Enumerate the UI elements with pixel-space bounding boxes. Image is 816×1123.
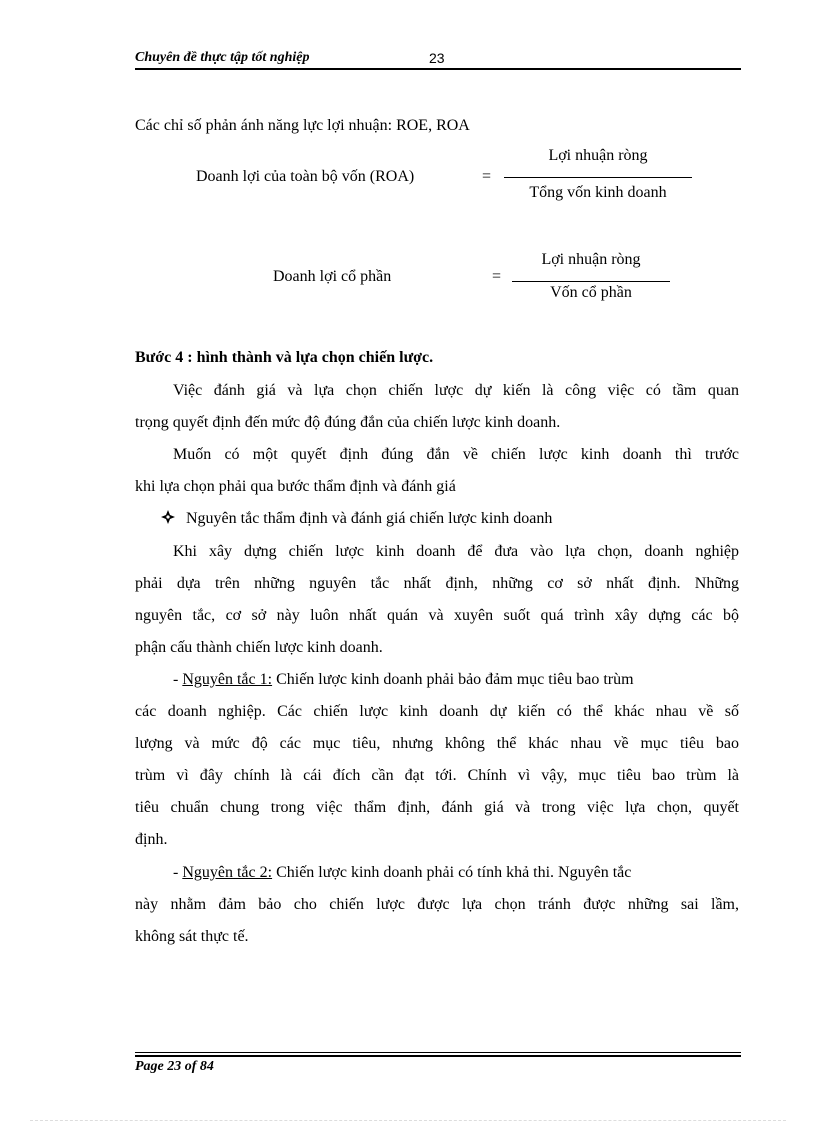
p3-line-4: phận cấu thành chiến lược kinh doanh. — [135, 639, 383, 656]
diamond-bullet-icon — [160, 509, 176, 525]
p3-line-1: Khi xây dựng chiến lược kinh doanh để đưa vào lựa chọn, doanh nghiệp — [173, 543, 739, 560]
footer-page-count: Page 23 of 84 — [135, 1059, 214, 1074]
p4-line-6: định. — [135, 831, 168, 848]
formula-roe-numerator: Lợi nhuận ròng — [541, 251, 641, 268]
p4-line-1 — [173, 670, 739, 690]
principle-1-label: Nguyên tắc 1: — [182, 671, 273, 688]
p5-line-1 — [173, 863, 739, 883]
p2-line-1: Muốn có một quyết định đúng đắn về chiến lược kinh doanh thì trước — [173, 446, 739, 463]
p5-line-3: không sát thực tế. — [135, 928, 249, 945]
p4-line-4: trùm vì đây chính là cái đích cần đạt tới. Chính vì vậy, mục tiêu bao trùm là — [135, 767, 739, 784]
p4-line-5: tiêu chuẩn chung trong việc thẩm định, đánh giá và trong việc lựa chọn, quyết — [135, 799, 739, 816]
header-title: Chuyên đề thực tập tốt nghiệp — [135, 50, 310, 65]
p2-line-2: khi lựa chọn phải qua bước thẩm định và đánh giá — [135, 478, 456, 495]
footer-rule-thick — [135, 1055, 741, 1057]
p4-line-2: các doanh nghiệp. Các chiến lược kinh doanh dự kiến có thể khác nhau về số — [135, 703, 739, 720]
formula-roe-denominator: Vốn cổ phần — [550, 284, 632, 301]
p4-line-1-rest: Chiến lược kinh doanh phải bảo đảm mục tiêu bao trùm — [272, 671, 634, 688]
bullet-text: Nguyên tắc thẩm định và đánh giá chiến lược kinh doanh — [186, 510, 553, 527]
formula-roa-label: Doanh lợi của toàn bộ vốn (ROA) — [196, 168, 415, 185]
formula-roa-fraction-bar — [504, 177, 692, 178]
formula-roe-label: Doanh lợi cổ phần — [273, 268, 392, 285]
page-bottom-divider — [30, 1120, 786, 1121]
formula-roa-equals: = — [482, 168, 492, 185]
p1-line-2: trọng quyết định đến mức độ đúng đắn của chiến lược kinh doanh. — [135, 414, 561, 431]
p3-line-3: nguyên tắc, cơ sở này luôn nhất quán và xuyên suốt quá trình xây dựng các bộ — [135, 607, 739, 624]
step4-heading: Bước 4 : hình thành và lựa chọn chiến lược. — [135, 349, 434, 366]
formula-roa-numerator: Lợi nhuận ròng — [548, 147, 648, 164]
p5-line-2: này nhằm đảm bảo cho chiến lược được lựa chọn tránh được những sai lầm, — [135, 896, 739, 913]
p1-line-1: Việc đánh giá và lựa chọn chiến lược dự kiến là công việc có tầm quan — [173, 382, 739, 399]
intro-line: Các chỉ số phản ánh năng lực lợi nhuận: ROE, ROA — [135, 117, 470, 134]
p4-line-3: lượng và mức độ các mục tiêu, nhưng không thể khác nhau về mục tiêu bao — [135, 735, 739, 752]
header-page-number: 23 — [429, 50, 445, 66]
formula-roe-equals: = — [492, 268, 502, 285]
principle-2-label: Nguyên tắc 2: — [182, 864, 273, 881]
p5-line-1-rest: Chiến lược kinh doanh phải có tính khả thi. Nguyên tắc — [272, 864, 632, 881]
formula-roa-denominator: Tổng vốn kinh doanh — [529, 184, 667, 201]
formula-roe-fraction-bar — [512, 281, 670, 282]
p4-dash: - — [173, 671, 183, 688]
page-header — [135, 48, 741, 70]
footer-rule-thin — [135, 1052, 741, 1053]
p5-dash: - — [173, 864, 183, 881]
p3-line-2: phải dựa trên những nguyên tắc nhất định, những cơ sở nhất định. Những — [135, 575, 739, 592]
